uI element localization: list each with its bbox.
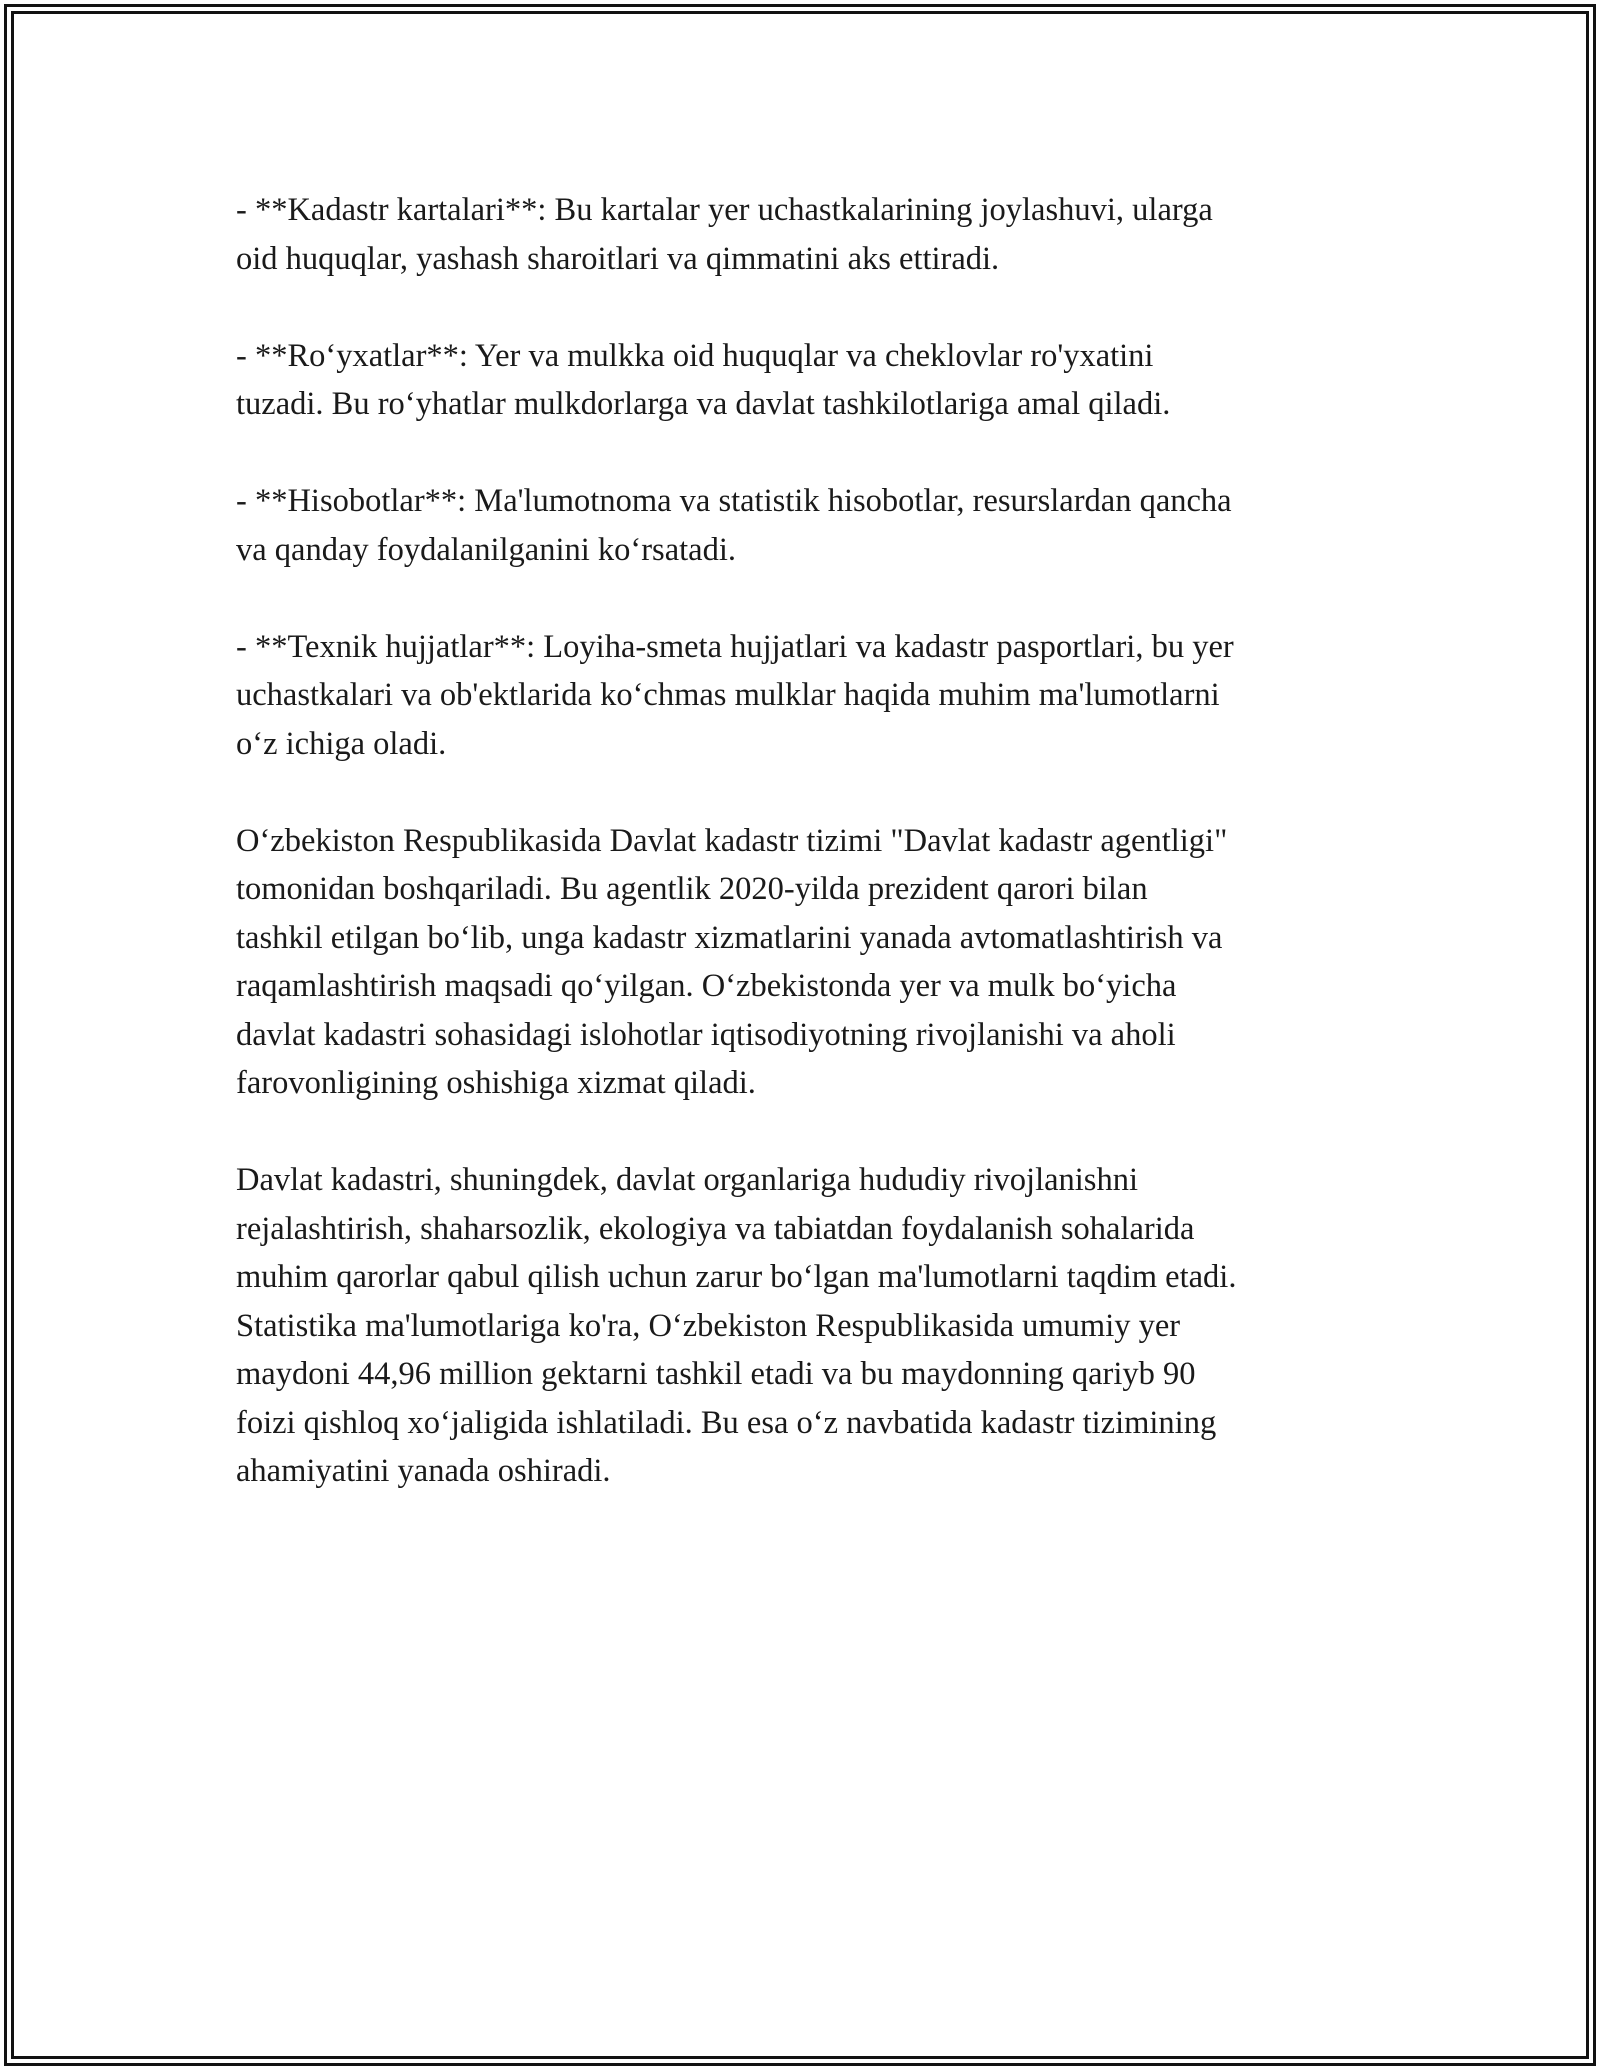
bullet-hisobotlar: - **Hisobotlar**: Ma'lumotnoma va statistik hisobotlar, resurslardan qancha va qanday foydalanilganini ko‘rsatadi. [236,483,1232,568]
bullet-texnik-hujjatlar: - **Texnik hujjatlar**: Loyiha-smeta hujjatlari va kadastr pasportlari, bu yer uchastkalari va ob'ektlarida ko‘chmas mulklar haqida muhim ma'lumotlarni o‘z ichiga oladi. [236,628,1234,762]
bullet-royxatlar: - **Ro‘yxatlar**: Yer va mulkka oid huquqlar va cheklovlar ro'yxatini tuzadi. Bu ro‘yhatlar mulkdorlarga va davlat tashkilotlariga amal qiladi. [236,337,1171,422]
paragraph-kadastr-agentligi: O‘zbekiston Respublikasida Davlat kadastr tizimi "Davlat kadastr agentligi" tomonidan boshqariladi. Bu agentlik 2020-yilda prezident qarori bilan tashkil etilgan bo‘lib, unga kadastr xizmatlarini yanada avtomatlashtirish va raqamlashtirish maqsadi qo‘yilgan. O‘zbekistonda yer va mulk bo‘yicha davlat kadastri sohasidagi islohotlar iqtisodiyotning rivojlanishi va aholi farovonligining oshishiga xizmat qiladi. [236,822,1228,1101]
document-body [236,186,1386,1544]
paragraph-davlat-kadastri: Davlat kadastri, shuningdek, davlat organlariga hududiy rivojlanishni rejalashtirish, shaharsozlik, ekologiya va tabiatdan foydalanish sohalarida muhim qarorlar qabul qilish uchun zarur bo‘lgan ma'lumotlarni taqdim etadi. Statistika ma'lumotlariga ko'ra, O‘zbekiston Respublikasida umumiy yer maydoni 44,96 million gektarni tashkil etadi va bu maydonning qariyb 90 foizi qishloq xo‘jaligida ishlatiladi. Bu esa o‘z navbatida kadastr tizimining ahamiyatini yanada oshiradi. [236,1162,1237,1489]
bullet-kadastr-kartalari: - **Kadastr kartalari**: Bu kartalar yer uchastkalarining joylashuvi, ularga oid huquqlar, yashash sharoitlari va qimmatini aks ettiradi. [236,192,1213,277]
